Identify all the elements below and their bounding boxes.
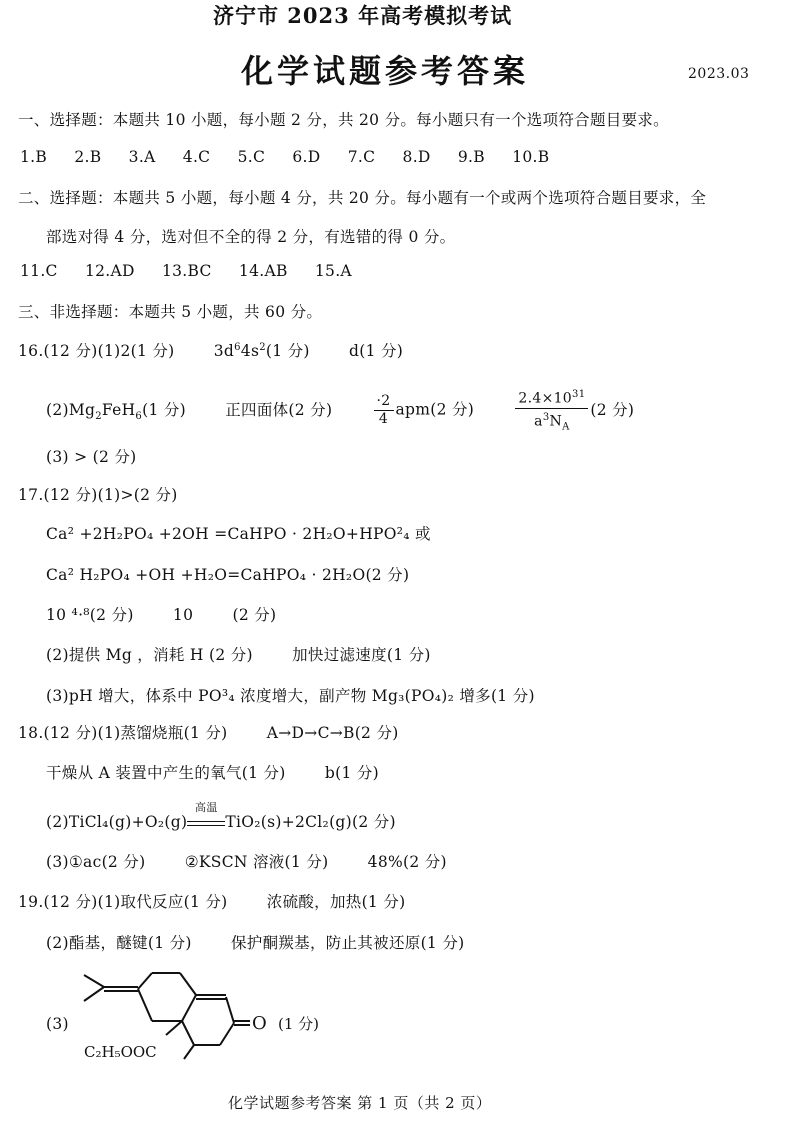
q17-line5: [46, 643, 431, 665]
q17-value2: 10: [172, 606, 194, 624]
q19-part3-score: (1 分): [278, 1015, 320, 1033]
q16-line1: [18, 339, 403, 361]
q18-part3c: 48%(2 分): [367, 853, 447, 871]
q19-line1: [18, 890, 405, 912]
q16-distance: $\frac{\cdot 2}{4}$ apm(2 分): [372, 393, 475, 428]
q18-purpose: 干燥从 A 装置中产生的氧气(1 分): [46, 764, 286, 782]
q18-line2: [46, 761, 379, 783]
q17-line3: Ca² H₂PO₄ +OH +H₂O=CaHPO₄ · 2H₂O(2 分): [46, 566, 410, 584]
q17-part2b: 加快过滤速度(1 分): [292, 646, 431, 664]
page-title: 化学试题参考答案: [241, 52, 530, 90]
q17-value1: 10 ⁴·⁸(2 分): [46, 606, 134, 624]
q19-part2a: (2)酯基，醚键(1 分): [46, 934, 192, 952]
q16-line3: (3) > (2 分): [46, 448, 137, 466]
exam-date: 2023.03: [688, 66, 750, 82]
q19-line2: [46, 931, 464, 953]
answer-item: 1.B: [20, 148, 48, 166]
q18-line1: [18, 721, 399, 743]
q17-score: (2 分): [232, 606, 277, 624]
q18-part3a: (3)①ac(2 分): [46, 853, 146, 871]
q16-block: d(1 分): [349, 342, 404, 360]
section2-title-line2: 部选对得 4 分，选对但不全的得 2 分，有选错的得 0 分。: [46, 228, 456, 246]
answer-item: 3.A: [128, 148, 156, 166]
answer-item: 10.B: [512, 148, 550, 166]
q17-line4: [46, 603, 276, 625]
section1-title: 一、选择题：本题共 10 小题，每小题 2 分，共 20 分。每小题只有一个选项符合题目要求。: [18, 111, 669, 129]
carbonyl-oxygen: O: [252, 1013, 267, 1034]
q16-geometry: 正四面体(2 分): [225, 400, 333, 419]
answer-item: 11.C: [20, 262, 58, 280]
answer-item: 8.D: [402, 148, 431, 166]
answer-item: 5.C: [237, 148, 266, 166]
answer-item: 14.AB: [238, 262, 288, 280]
answer-item: 15.A: [314, 262, 352, 280]
q16-line2: [46, 386, 634, 435]
q19-part3-label: (3): [46, 1015, 69, 1033]
q18-order: A→D→C→B(2 分): [266, 724, 399, 742]
q18-choice: b(1 分): [324, 764, 379, 782]
q18-part1a: 18.(12 分)(1)蒸馏烧瓶(1 分): [18, 724, 228, 742]
reaction-condition: 高温: [187, 813, 225, 831]
section1-answers: [20, 148, 571, 166]
q17-line1: 17.(12 分)(1)>(2 分): [18, 486, 178, 504]
q16-formula: $(2)Mg_2FeH_6(1$ 分): [46, 400, 186, 422]
answer-item: 6.D: [292, 148, 321, 166]
q19-part1b: 浓硫酸，加热(1 分): [266, 893, 406, 911]
q18-line4: [46, 850, 447, 872]
q18-equation: (2)TiCl₄(g)+O₂(g) 高温 TiO₂(s)+2Cl₂(g)(2 分): [46, 801, 396, 831]
answer-item: 4.C: [182, 148, 211, 166]
molecular-structure: [70, 965, 320, 1060]
page-footer: 化学试题参考答案 第 1 页（共 2 页）: [228, 1094, 492, 1112]
section3-title: 三、非选择题：本题共 5 小题，共 60 分。: [18, 303, 323, 321]
answer-item: 13.BC: [161, 262, 212, 280]
q18-part3b: ②KSCN 溶液(1 分): [184, 853, 329, 871]
q17-line2: Ca² +2H₂PO₄ +2OH =CaHPO · 2H₂O+HPO²₄ 或: [46, 525, 431, 543]
answer-item: 2.B: [74, 148, 102, 166]
q17-part2a: (2)提供 Mg ，消耗 H (2 分): [46, 646, 253, 664]
q17-line6: (3)pH 增大，体系中 PO³₄ 浓度增大，副产物 Mg₃(PO₄)₂ 增多(1 分): [46, 687, 535, 705]
q19-part2b: 保护酮羰基，防止其被还原(1 分): [230, 934, 465, 952]
answer-item: 7.C: [347, 148, 376, 166]
answer-item: 12.AD: [84, 262, 135, 280]
exam-name: 济宁市 2023 年高考模拟考试: [213, 3, 513, 28]
q16-electron-config: $3d^64s^2(1$ 分): [213, 341, 310, 360]
q19-part1a: 19.(12 分)(1)取代反应(1 分): [18, 893, 228, 911]
q16-part1: 16.(12 分)(1)2(1 分): [18, 342, 175, 360]
answer-item: 9.B: [457, 148, 485, 166]
section2-title-line1: 二、选择题：本题共 5 小题，每小题 4 分，共 20 分。每小题有一个或两个选项符合题目要求，全: [18, 189, 707, 207]
q16-density: $\frac{2.4\times 10^{31}}{a^3N_A}$ (2 分): [513, 401, 634, 419]
ester-group: C₂H₅OOC: [84, 1043, 157, 1060]
section2-answers: [20, 262, 374, 280]
